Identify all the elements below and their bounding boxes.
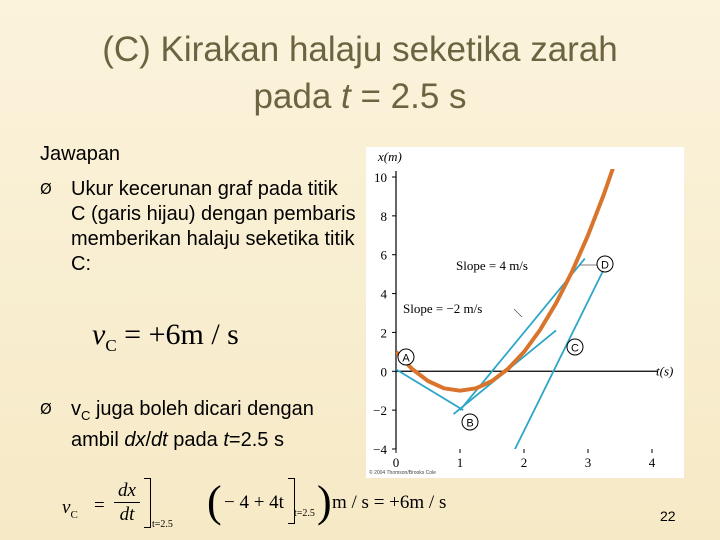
y-tick-label: 2	[380, 325, 387, 341]
title-line-1: (C) Kirakan halaju seketika zarah	[102, 30, 618, 69]
eq2-rest: m / s = +6m / s	[332, 492, 447, 513]
b2-slash: /	[145, 429, 152, 451]
slope-label-neg2: Slope = −2 m/s	[403, 301, 483, 316]
b2-text-a: juga boleh dicari dengan ambil	[71, 398, 314, 451]
bullet-2-text	[71, 397, 341, 453]
answer-heading: Jawapan	[40, 143, 121, 165]
bullet-1	[40, 177, 356, 277]
y-tick-label: 0	[380, 364, 387, 380]
b2-text-c: =2.5 s	[228, 429, 284, 451]
title-line-2	[0, 73, 720, 120]
bullet-arrow-icon: Ø	[40, 180, 52, 198]
x-tick-label: 2	[520, 455, 528, 470]
title-line-2-pre: pada	[253, 77, 342, 116]
eq1-sub: C	[105, 336, 117, 355]
eq2-eval-bracket	[144, 478, 151, 528]
y-tick-label: 8	[380, 208, 387, 224]
y-tick-label: −4	[373, 442, 387, 457]
slope-label-4: Slope = 4 m/s	[456, 258, 528, 273]
point-label-D: D	[601, 259, 609, 272]
y-axis-label: x(m)	[378, 149, 402, 164]
slide-title	[0, 26, 720, 120]
x-tick-label: 3	[584, 455, 592, 470]
bullet-1-text: Ukur kecerunan graf pada titik C (garis hijau) dengan pembaris memberikan halaju seketika titik C:	[71, 178, 356, 275]
b2-sub: C	[81, 408, 91, 423]
position-time-graph	[366, 147, 684, 478]
b2-dt: dt	[151, 429, 168, 451]
equation-vc	[92, 318, 239, 356]
eq2-equals: =	[94, 495, 105, 516]
derivative-equation	[62, 477, 462, 538]
eq2-v: v	[62, 497, 71, 518]
eq2-den: dt	[119, 504, 135, 525]
y-tick-label: 6	[380, 247, 387, 263]
eq2-expr: − 4 + 4t	[224, 492, 284, 513]
eq1-rest: = +6m / s	[116, 318, 239, 351]
tangent-line	[511, 259, 609, 456]
y-tick-label: 10	[374, 170, 387, 185]
title-line-2-t: t	[341, 77, 351, 116]
y-tick-label: 4	[380, 286, 387, 302]
eq2-eval: t=2.5	[152, 519, 173, 530]
x-tick-label: 4	[648, 455, 656, 470]
point-label-C: C	[571, 342, 579, 355]
eq2-eval-2: t=2.5	[294, 508, 315, 519]
eq2-rparen: )	[317, 477, 332, 526]
b2-v: v	[71, 398, 81, 420]
x-axis-label: t(s)	[656, 363, 674, 379]
eq2-lparen: (	[207, 477, 222, 526]
b2-t: t	[223, 429, 229, 451]
b2-text-b: pada	[167, 429, 224, 451]
point-label-A: A	[402, 352, 410, 365]
b2-dx: dx	[124, 429, 146, 451]
title-line-2-post: = 2.5 s	[350, 77, 467, 116]
eq2-lhs	[62, 497, 78, 521]
eq2-fraction	[114, 480, 140, 526]
x-tick-label: 1	[456, 455, 464, 470]
eq2-num: dx	[118, 480, 136, 501]
bullet-arrow-icon: Ø	[40, 400, 52, 418]
page-number: 22	[660, 508, 676, 524]
chart-svg	[366, 147, 684, 478]
point-label-B: B	[466, 417, 474, 430]
slope-label-neg2-pointer	[514, 309, 522, 317]
x-tick-label: 0	[392, 455, 400, 470]
eq2-sub: C	[70, 508, 78, 521]
y-tick-label: −2	[373, 403, 387, 419]
copyright-credit: © 2004 Thomson/Brooks Cole	[369, 470, 436, 476]
eq1-v: v	[92, 318, 106, 351]
bullet-2	[40, 397, 341, 453]
